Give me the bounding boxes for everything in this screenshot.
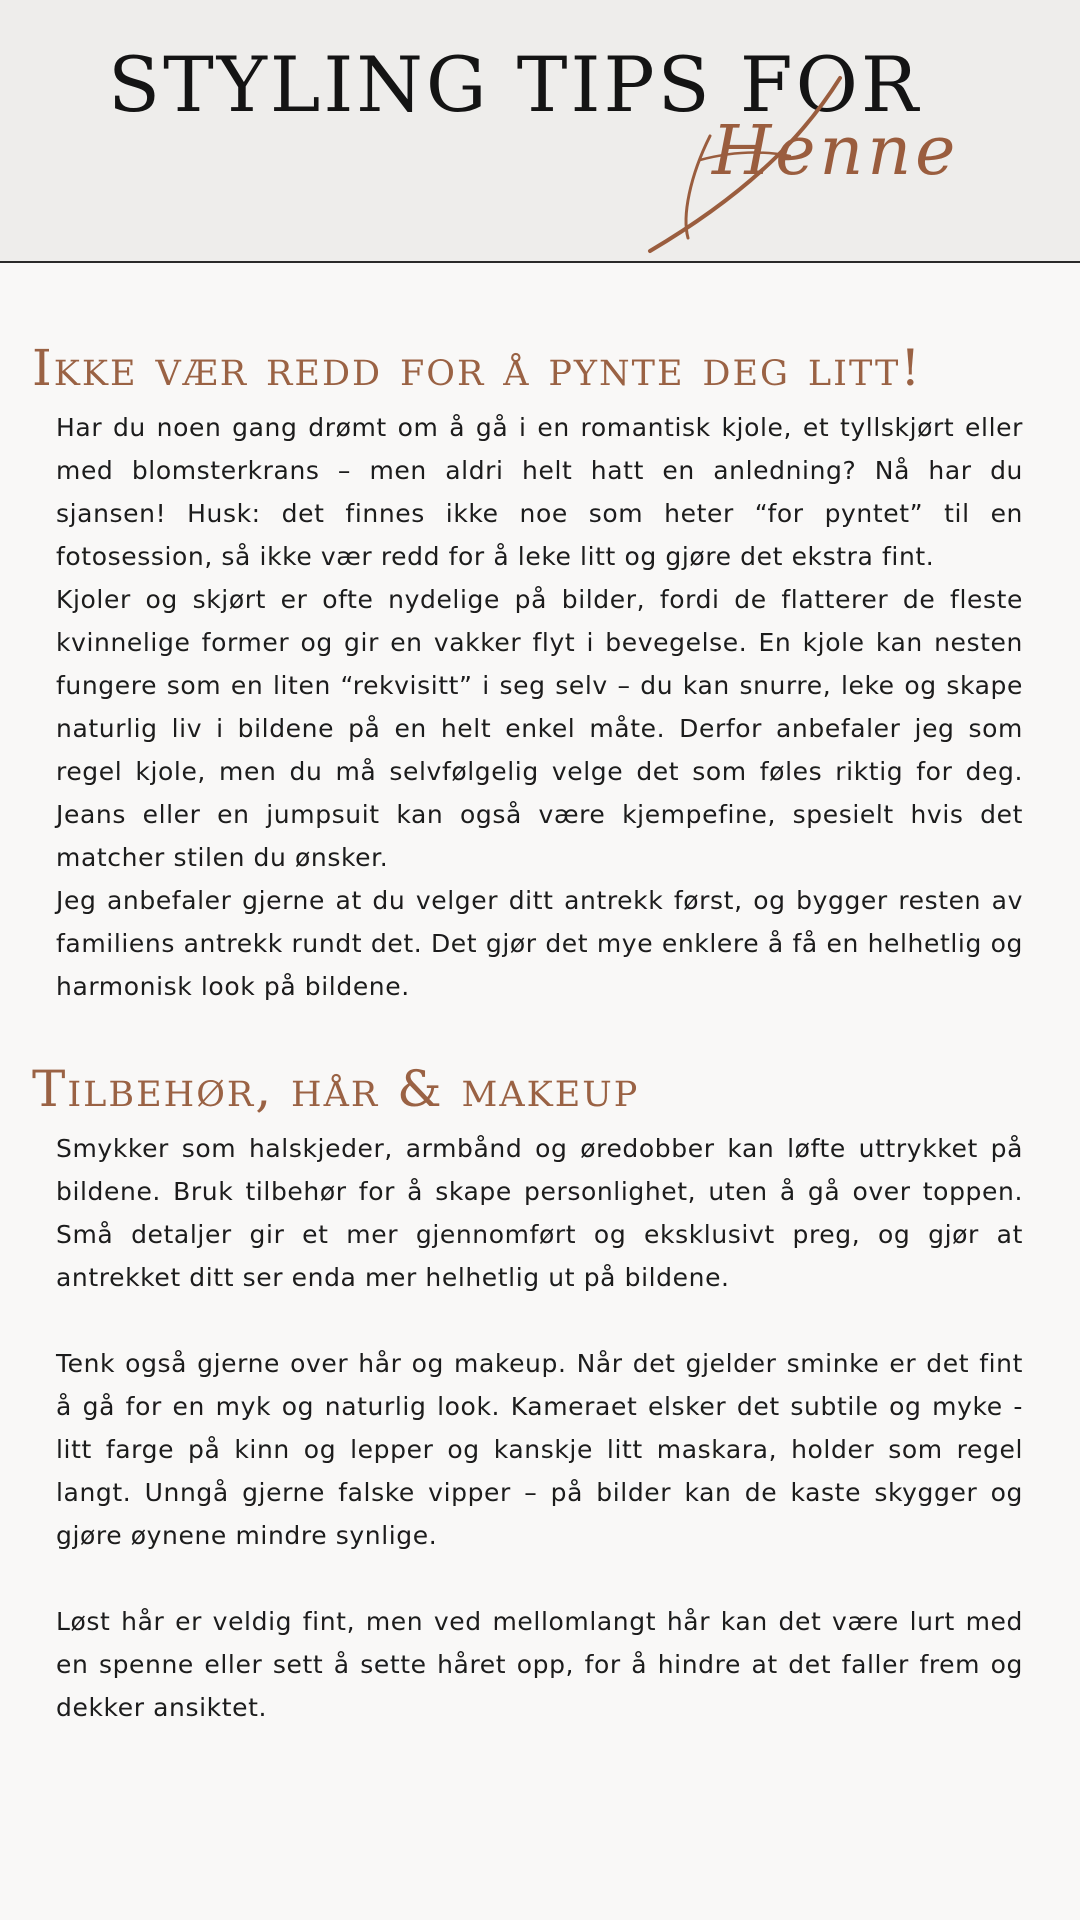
section-dress-up	[0, 336, 1080, 1008]
page-title: STYLING TIPS FOR	[108, 40, 922, 129]
paragraph: Løst hår er veldig fint, men ved mellomlangt hår kan det være lurt med en spenne eller sett å sette håret opp, for å hindre at det faller frem og dekker ansiktet.	[56, 1607, 1023, 1722]
section-accessories	[0, 1057, 1080, 1729]
section-body	[56, 1127, 1023, 1729]
paragraph: Smykker som halskjeder, armbånd og øredobber kan løfte uttrykket på bildene. Bruk tilbehør for å skape personlighet, uten å gå over toppen. Små detaljer gir et mer gjennomført og eksklusivt preg, og gjør at antrekket ditt ser enda mer helhetlig ut på bildene.	[56, 1134, 1023, 1292]
paragraph: Kjoler og skjørt er ofte nydelige på bilder, fordi de flatterer de fleste kvinnelige former og gir en vakker flyt i bevegelse. En kjole kan nesten fungere som en liten “rekvisitt” i seg selv – du kan snurre, leke og skape naturlig liv i bildene på en helt enkel måte. Derfor anbefaler jeg som regel kjole, men du må selvfølgelig velge det som føles riktig for deg. Jeans eller en jumpsuit kan også være kjempefine, spesielt hvis det matcher stilen du ønsker.	[56, 585, 1023, 872]
page-header	[0, 0, 1080, 263]
script-word: Henne	[712, 112, 960, 191]
section-heading: Tilbehør, hår & makeup	[32, 1060, 640, 1118]
paragraph: Tenk også gjerne over hår og makeup. Når det gjelder sminke er det fint å gå for en myk og naturlig look. Kameraet elsker det subtile og myke - litt farge på kinn og lepper og kanskje litt maskara, holder som regel langt. Unngå gjerne falske vipper – på bilder kan de kaste skygger og gjøre øynene mindre synlige.	[56, 1349, 1023, 1550]
paragraph: Har du noen gang drømt om å gå i en romantisk kjole, et tyllskjørt eller med blomsterkrans – men aldri helt hatt en anledning? Nå har du sjansen! Husk: det finnes ikke noe som heter “for pyntet” til en fotosession, så ikke vær redd for å leke litt og gjøre det ekstra fint.	[56, 413, 1023, 571]
section-body	[56, 406, 1023, 1008]
section-heading: Ikke vær redd for å pynte deg litt!	[32, 339, 923, 397]
paragraph: Jeg anbefaler gjerne at du velger ditt antrekk først, og bygger resten av familiens antrekk rundt det. Det gjør det mye enklere å få en helhetlig og harmonisk look på bildene.	[56, 886, 1023, 1001]
